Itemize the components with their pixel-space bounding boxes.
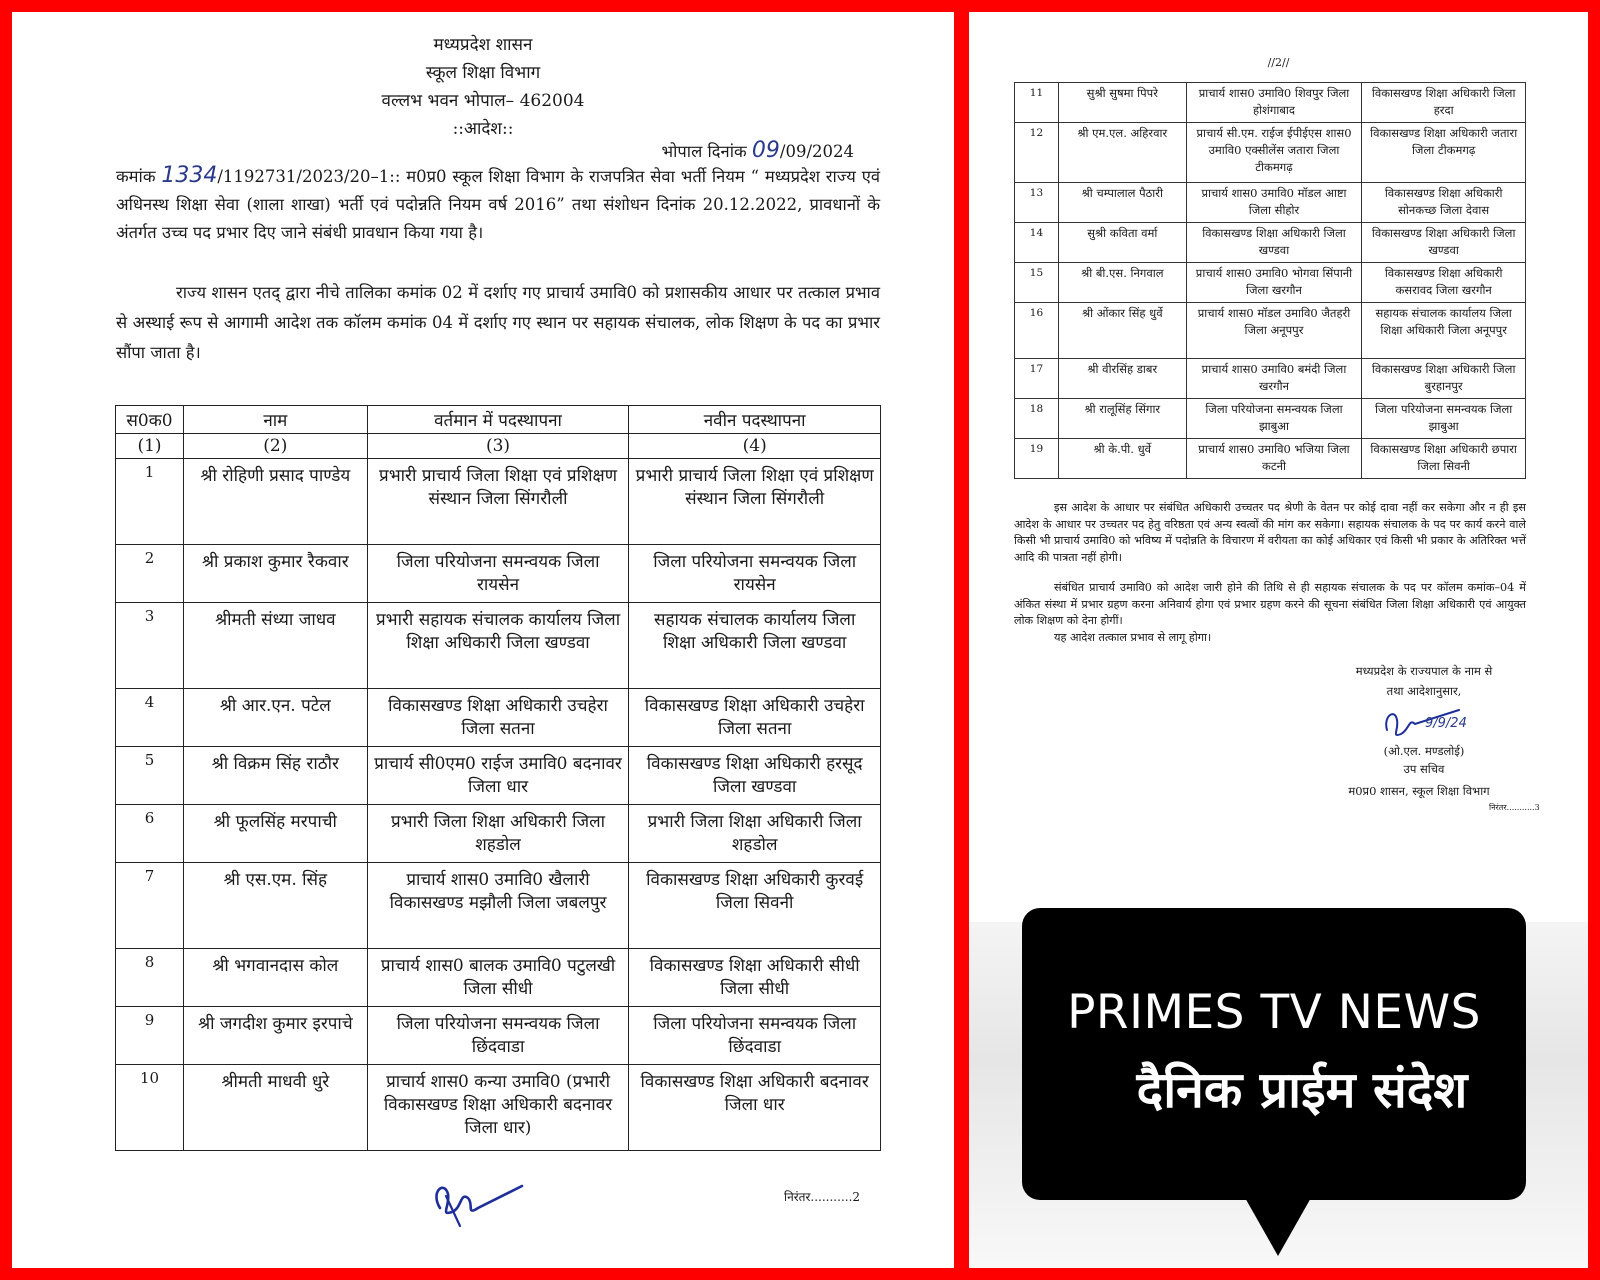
row-name: श्री चम्पालाल पैठारी — [1058, 183, 1186, 223]
table-row — [1015, 439, 1526, 479]
row-new-posting: विकासखण्ड शिक्षा अधिकारी सोनकच्छ जिला देवास — [1362, 183, 1526, 223]
row-serial: 4 — [116, 689, 184, 747]
header-serial: स0क0 — [116, 406, 184, 434]
row-current-posting: प्राचार्य शास0 कन्या उमावि0 (प्रभारी विकासखण्ड शिक्षा अधिकारी बदनावर जिला धार) — [367, 1065, 629, 1151]
row-serial: 14 — [1015, 223, 1059, 263]
row-current-posting: प्राचार्य शास0 उमावि0 खैलारी विकासखण्ड मझौली जिला जबलपुर — [367, 863, 629, 949]
row-serial: 9 — [116, 1007, 184, 1065]
sig-officer-name: (ओ.एल. मण्डलोई) — [1383, 744, 1465, 758]
row-serial: 7 — [116, 863, 184, 949]
table-row — [1015, 183, 1526, 223]
row-new-posting: विकासखण्ड शिक्षा अधिकारी बदनावर जिला धार — [629, 1065, 881, 1151]
row-name: श्री बी.एस. निगवाल — [1058, 263, 1186, 303]
row-current-posting: प्राचार्य शास0 उमावि0 शिवपुर जिला होशंगाबाद — [1186, 83, 1362, 123]
signature-image — [422, 1172, 532, 1232]
header-current-posting: वर्तमान में पदस्थापना — [367, 406, 629, 434]
row-current-posting: प्राचार्य शास0 उमावि0 मॉडल आष्टा जिला सीहोर — [1186, 183, 1362, 223]
row-current-posting: प्राचार्य शास0 उमावि0 बमंदी जिला खरगौन — [1186, 359, 1362, 399]
table-row — [116, 805, 881, 863]
table-row — [116, 1007, 881, 1065]
sig-department: म0प्र0 शासन, स्कूल शिक्षा विभाग — [1348, 784, 1490, 798]
header-new-posting: नवीन पदस्थापना — [629, 406, 881, 434]
row-current-posting: प्राचार्य शास0 मॉडल उमावि0 जैतहरी जिला अनूपपुर — [1186, 303, 1362, 359]
row-name: श्री के.पी. धुर्वे — [1058, 439, 1186, 479]
row-new-posting: सहायक संचालक कार्यालय जिला शिक्षा अधिकारी जिला खण्डवा — [629, 603, 881, 689]
row-current-posting: जिला परियोजना समन्वयक जिला छिंदवाडा — [367, 1007, 629, 1065]
row-serial: 17 — [1015, 359, 1059, 399]
row-serial: 6 — [116, 805, 184, 863]
row-new-posting: जिला परियोजना समन्वयक जिला रायसेन — [629, 545, 881, 603]
news-channel-subtitle: दैनिक प्राईम संदेश — [1136, 1061, 1468, 1119]
col-number: (2) — [183, 434, 367, 459]
row-serial: 11 — [1015, 83, 1059, 123]
table-col-number-row — [116, 434, 881, 459]
row-current-posting: जिला परियोजना समन्वयक जिला झाबुआ — [1186, 399, 1362, 439]
sig-authority-line2: तथा आदेशानुसार, — [1386, 684, 1462, 698]
col-number: (1) — [116, 434, 184, 459]
posting-table-continued — [1014, 82, 1526, 479]
posting-table — [115, 405, 881, 1151]
row-name: श्री रालूसिंह सिंगार — [1058, 399, 1186, 439]
header-address: वल्लभ भवन भोपाल– 462004 — [381, 91, 585, 111]
row-name: सुश्री सुषमा पिपरे — [1058, 83, 1186, 123]
row-current-posting: विकासखण्ड शिक्षा अधिकारी जिला खण्डवा — [1186, 223, 1362, 263]
row-new-posting: विकासखण्ड शिक्षा अधिकारी जतारा जिला टीकमगढ़ — [1362, 123, 1526, 183]
row-current-posting: प्राचार्य शास0 उमावि0 भजिया जिला कटनी — [1186, 439, 1362, 479]
table-row — [116, 863, 881, 949]
date-day-handwritten: 09 — [751, 138, 780, 163]
table-row — [116, 603, 881, 689]
order-date — [662, 138, 854, 163]
header-name: नाम — [183, 406, 367, 434]
row-new-posting: विकासखण्ड शिक्षा अधिकारी हरसूद जिला खण्डवा — [629, 747, 881, 805]
order-prefix: कमांक — [116, 167, 156, 186]
row-serial: 5 — [116, 747, 184, 805]
table-row — [116, 949, 881, 1007]
row-current-posting: प्रभारी प्राचार्य जिला शिक्षा एवं प्रशिक्षण संस्थान जिला सिंगरौली — [367, 459, 629, 545]
row-new-posting: विकासखण्ड शिक्षा अधिकारी सीधी जिला सीधी — [629, 949, 881, 1007]
row-current-posting: प्राचार्य शास0 बालक उमावि0 पटुलखी जिला सीधी — [367, 949, 629, 1007]
row-new-posting: विकासखण्ड शिक्षा अधिकारी छपारा जिला सिवनी — [1362, 439, 1526, 479]
row-name: श्री एस.एम. सिंह — [183, 863, 367, 949]
row-name: श्री रोहिणी प्रसाद पाण्डेय — [183, 459, 367, 545]
header-department: स्कूल शिक्षा विभाग — [425, 63, 541, 83]
header-order-label: ::आदेश:: — [452, 119, 514, 139]
table-row — [1015, 223, 1526, 263]
row-new-posting: विकासखण्ड शिक्षा अधिकारी जिला हरदा — [1362, 83, 1526, 123]
table-row — [116, 747, 881, 805]
page-number: //2// — [1267, 56, 1290, 69]
row-name: श्री विक्रम सिंह राठौर — [183, 747, 367, 805]
table-row — [116, 545, 881, 603]
row-new-posting: विकासखण्ड शिक्षा अधिकारी उचहेरा जिला सतना — [629, 689, 881, 747]
header-government: मध्यप्रदेश शासन — [433, 35, 533, 55]
row-serial: 13 — [1015, 183, 1059, 223]
row-new-posting: जिला परियोजना समन्वयक जिला छिंदवाडा — [629, 1007, 881, 1065]
row-name: श्री जगदीश कुमार इरपाचे — [183, 1007, 367, 1065]
date-prefix: भोपाल दिनांक — [661, 142, 747, 161]
terms-paragraph-3: यह आदेश तत्काल प्रभाव से लागू होगा। — [1054, 631, 1212, 644]
row-current-posting: प्राचार्य सी.एम. राईज ईपीईएस शास0 उमावि0 एक्सीलेंस जतारा जिला टीकमगढ़ — [1186, 123, 1362, 183]
table-row — [116, 459, 881, 545]
table-header-row — [116, 406, 881, 434]
row-new-posting: जिला परियोजना समन्वयक जिला झाबुआ — [1362, 399, 1526, 439]
row-current-posting: प्राचार्य सी0एम0 राईज उमावि0 बदनावर जिला धार — [367, 747, 629, 805]
row-serial: 16 — [1015, 303, 1059, 359]
row-current-posting: प्रभारी जिला शिक्षा अधिकारी जिला शहडोल — [367, 805, 629, 863]
row-serial: 3 — [116, 603, 184, 689]
order-number-handwritten: 1334 — [161, 163, 218, 188]
table-row — [116, 689, 881, 747]
row-name: श्री प्रकाश कुमार रैकवार — [183, 545, 367, 603]
row-new-posting: सहायक संचालक कार्यालय जिला शिक्षा अधिकारी जिला अनूपपुर — [1362, 303, 1526, 359]
row-name: श्री वीरसिंह डाबर — [1058, 359, 1186, 399]
row-new-posting: विकासखण्ड शिक्षा अधिकारी कुरवई जिला सिवनी — [629, 863, 881, 949]
sig-date-handwritten: 9/9/24 — [1425, 716, 1467, 731]
row-serial: 18 — [1015, 399, 1059, 439]
row-name: श्रीमती माधवी धुरे — [183, 1065, 367, 1151]
order-page-1 — [12, 12, 954, 1268]
table-row — [1015, 399, 1526, 439]
order-preamble — [116, 162, 880, 247]
sig-designation: उप सचिव — [1403, 762, 1445, 776]
row-new-posting: विकासखण्ड शिक्षा अधिकारी कसरावद जिला खरगौन — [1362, 263, 1526, 303]
sig-authority-line1: मध्यप्रदेश के राज्यपाल के नाम से — [1355, 664, 1493, 678]
row-serial: 15 — [1015, 263, 1059, 303]
row-new-posting: प्रभारी प्राचार्य जिला शिक्षा एवं प्रशिक्षण संस्थान जिला सिंगरौली — [629, 459, 881, 545]
row-serial: 1 — [116, 459, 184, 545]
row-serial: 8 — [116, 949, 184, 1007]
row-current-posting: प्राचार्य शास0 उमावि0 भोगवा सिंपानी जिला खरगौन — [1186, 263, 1362, 303]
row-new-posting: विकासखण्ड शिक्षा अधिकारी जिला बुरहानपुर — [1362, 359, 1526, 399]
row-name: श्री आर.एन. पटेल — [183, 689, 367, 747]
row-name: सुश्री कविता वर्मा — [1058, 223, 1186, 263]
terms-paragraph-1: इस आदेश के आधार पर संबंधित अधिकारी उच्चतर पद श्रेणी के वेतन पर कोई दावा नहीं कर सकेगा और न ही इस आदेश के आधार पर उच्चतर पद हेतु वरिष्ठता एवं अन्य स्वत्वों की मांग कर सकेगा। सहायक संचालक के पद पर कार्य करने वाले किसी भी प्राचार्य उमावि0 को भविष्य में पदोन्नति के विचारण में वरीयता का कोई अधिकार एवं किसी भी प्रकार के अतिरिक्त भत्तें आदि की पात्रता नहीं होगी। — [1014, 501, 1526, 564]
row-serial: 10 — [116, 1065, 184, 1151]
table-row — [1015, 123, 1526, 183]
table-row — [1015, 83, 1526, 123]
row-name: श्री फूलसिंह मरपाची — [183, 805, 367, 863]
row-name: श्रीमती संध्या जाधव — [183, 603, 367, 689]
news-channel-title: PRIMES TV NEWS — [1067, 985, 1481, 1040]
continue-note: निरंतर...........3 — [1489, 803, 1540, 812]
row-current-posting: जिला परियोजना समन्वयक जिला रायसेन — [367, 545, 629, 603]
news-banner-pointer — [1244, 1196, 1312, 1256]
red-divider — [954, 0, 969, 1280]
table-row — [1015, 359, 1526, 399]
date-rest: /09/2024 — [779, 142, 854, 161]
row-new-posting: प्रभारी जिला शिक्षा अधिकारी जिला शहडोल — [629, 805, 881, 863]
row-current-posting: प्रभारी सहायक संचालक कार्यालय जिला शिक्षा अधिकारी जिला खण्डवा — [367, 603, 629, 689]
row-name: श्री भगवानदास कोल — [183, 949, 367, 1007]
table-row — [1015, 263, 1526, 303]
row-serial: 19 — [1015, 439, 1059, 479]
table-row — [1015, 303, 1526, 359]
row-name: श्री एम.एल. अहिरवार — [1058, 123, 1186, 183]
terms-paragraph-2: संबंधित प्राचार्य उमावि0 को आदेश जारी होने की तिथि से ही सहायक संचालक के पद पर कॉलम कमांक–04 में अंकित संस्था में प्रभार ग्रहण करना अनिवार्य होगा एवं प्रभार ग्रहण करने की सूचना संबंधित जिला शिक्षा अधिकारी एवं आयुक्त लोक शिक्षण को देना होगीं। — [1014, 581, 1526, 627]
col-number: (3) — [367, 434, 629, 459]
continue-note: निरंतर...........2 — [784, 1190, 861, 1204]
order-text: /1192731/2023/20–1:: म0प्र0 स्कूल शिक्षा विभाग के राजपत्रित सेवा भर्ती नियम “ मध्यप्रदेश राज्य एवं अधिनस्थ शिक्षा सेवा (शाला शाखा) भर्ती एवं पदोन्नति नियम वर्ष 2016” तथा संशोधन दिनांक 20.12.2022, प्रावधानों के अंतर्गत उच्च पद प्रभार दिए जाने संबंधी प्रावधान किया गया है। — [116, 167, 880, 242]
table-row — [116, 1065, 881, 1151]
order-paragraph: राज्य शासन एतद् द्वारा नीचे तालिका कमांक 02 में दर्शाए गए प्राचार्य उमावि0 को प्रशासकीय आधार पर तत्काल प्रभाव से अस्थाई रूप से आगामी आदेश तक कॉलम कमांक 04 में दर्शाए गए स्थान पर सहायक संचालक, लोक शिक्षण के पद का प्रभार सौंपा जाता है। — [116, 283, 880, 362]
row-serial: 12 — [1015, 123, 1059, 183]
row-serial: 2 — [116, 545, 184, 603]
row-name: श्री ओंकार सिंह धुर्वे — [1058, 303, 1186, 359]
row-new-posting: विकासखण्ड शिक्षा अधिकारी जिला खण्डवा — [1362, 223, 1526, 263]
col-number: (4) — [629, 434, 881, 459]
row-current-posting: विकासखण्ड शिक्षा अधिकारी उचहेरा जिला सतना — [367, 689, 629, 747]
